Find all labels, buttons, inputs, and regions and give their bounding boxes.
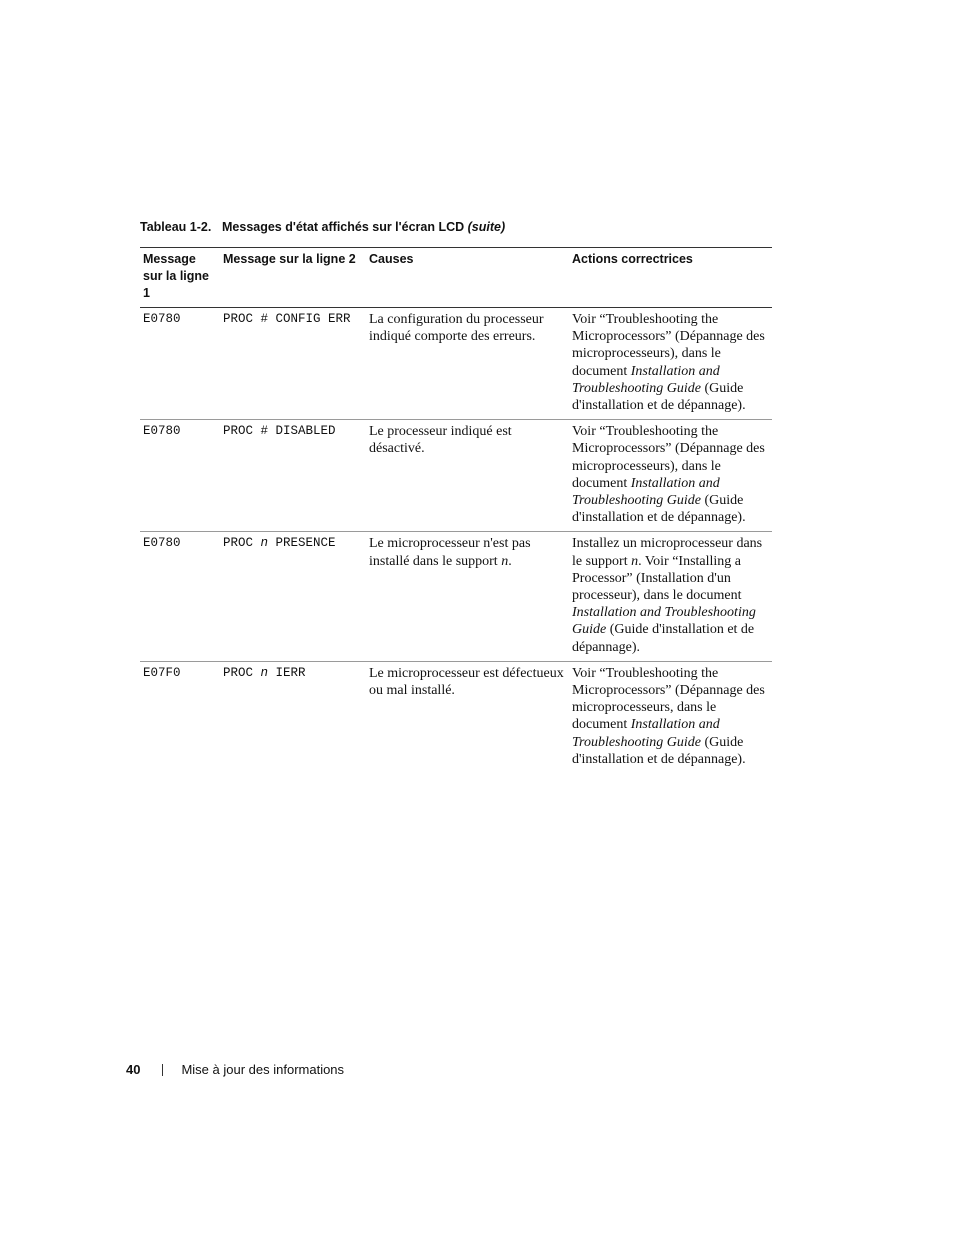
cell-line2-message xyxy=(220,532,366,661)
text-segment: IERR xyxy=(268,665,306,680)
page-number: 40 xyxy=(126,1062,141,1077)
caption-suite: (suite) xyxy=(467,220,506,234)
table-caption xyxy=(140,220,505,234)
header-line2: Message sur la ligne 2 xyxy=(220,248,366,308)
header-line1: Message sur la ligne 1 xyxy=(140,248,220,308)
cell-line2-message xyxy=(220,420,366,532)
text-segment: Le processeur indiqué est désactivé. xyxy=(369,424,512,457)
text-segment: Installation and Troubleshooting Guide xyxy=(572,475,720,509)
text-segment: (Guide d'installation et de dépannage). xyxy=(572,734,746,767)
text-segment: Installation and Troubleshooting Guide xyxy=(572,605,756,638)
cell-corrective-action xyxy=(569,420,772,532)
table-body xyxy=(140,308,772,774)
text-segment: PROC # DISABLED xyxy=(223,424,336,439)
text-segment: n xyxy=(631,553,639,569)
cell-line1-message: E0780 xyxy=(140,532,220,661)
footer-separator xyxy=(162,1064,163,1076)
text-segment: Voir “Troubleshooting the Microprocessors” (Dépannage des microprocesseurs), dans le document xyxy=(572,312,765,379)
text-segment: PRESENCE xyxy=(268,536,336,551)
text-segment: PROC # CONFIG ERR xyxy=(223,312,351,326)
cell-cause xyxy=(366,420,569,532)
text-segment: Le microprocesseur est défectueux ou mal installé. xyxy=(369,665,564,699)
table-row xyxy=(140,308,772,420)
text-segment: PROC xyxy=(223,665,261,680)
text-segment: . Voir “Installing a Processor” (Installation d'un processeur), dans le document xyxy=(572,553,742,604)
text-segment: (Guide d'installation et de dépannage). xyxy=(572,493,746,526)
text-segment: Installation and Troubleshooting Guide xyxy=(572,717,720,750)
header-actions: Actions correctrices xyxy=(569,248,772,308)
cell-line1-message: E07F0 xyxy=(143,665,181,680)
table-row xyxy=(140,532,772,661)
table-header-row xyxy=(140,248,772,308)
footer-section-title: Mise à jour des informations xyxy=(181,1062,345,1077)
text-segment: Voir “Troubleshooting the Microprocessors” (Dépannage des microprocesseurs, dans le document xyxy=(572,665,765,733)
cell-line2-message xyxy=(220,661,366,773)
caption-title: Messages d'état affichés sur l'écran LCD xyxy=(222,220,465,234)
text-segment: n xyxy=(260,665,269,680)
lcd-messages-table xyxy=(140,247,772,773)
cell-line2-message xyxy=(220,308,366,420)
table-row xyxy=(140,420,772,532)
caption-number: Tableau 1-2. xyxy=(140,220,212,234)
text-segment: Installation and Troubleshooting Guide xyxy=(572,363,720,396)
cell-line1-message: E0780 xyxy=(140,420,220,532)
table-row xyxy=(140,661,772,773)
cell-line1-message: E0780 xyxy=(140,308,220,420)
text-segment: (Guide d'installation et de dépannage). xyxy=(572,622,755,655)
text-segment: n xyxy=(260,536,269,551)
text-segment: La configuration du processeur indiqué comporte des erreurs. xyxy=(369,312,544,345)
text-segment: . xyxy=(508,553,512,569)
page-footer xyxy=(126,1062,344,1077)
text-segment: Installez un microprocesseur dans le support xyxy=(572,536,763,569)
cell-corrective-action xyxy=(569,661,772,773)
cell-cause xyxy=(366,532,569,661)
cell-cause xyxy=(366,308,569,420)
text-segment: PROC xyxy=(223,536,261,551)
cell-cause xyxy=(366,661,569,773)
header-causes: Causes xyxy=(366,248,569,308)
text-segment: Voir “Troubleshooting the Microprocessors” (Dépannage des microprocesseurs), dans le document xyxy=(572,424,765,491)
text-segment: n xyxy=(501,553,509,569)
cell-corrective-action xyxy=(569,532,772,661)
text-segment: (Guide d'installation et de dépannage). xyxy=(572,380,746,414)
text-segment: Le microprocesseur n'est pas installé dans le support xyxy=(369,536,531,569)
cell-corrective-action xyxy=(569,308,772,420)
